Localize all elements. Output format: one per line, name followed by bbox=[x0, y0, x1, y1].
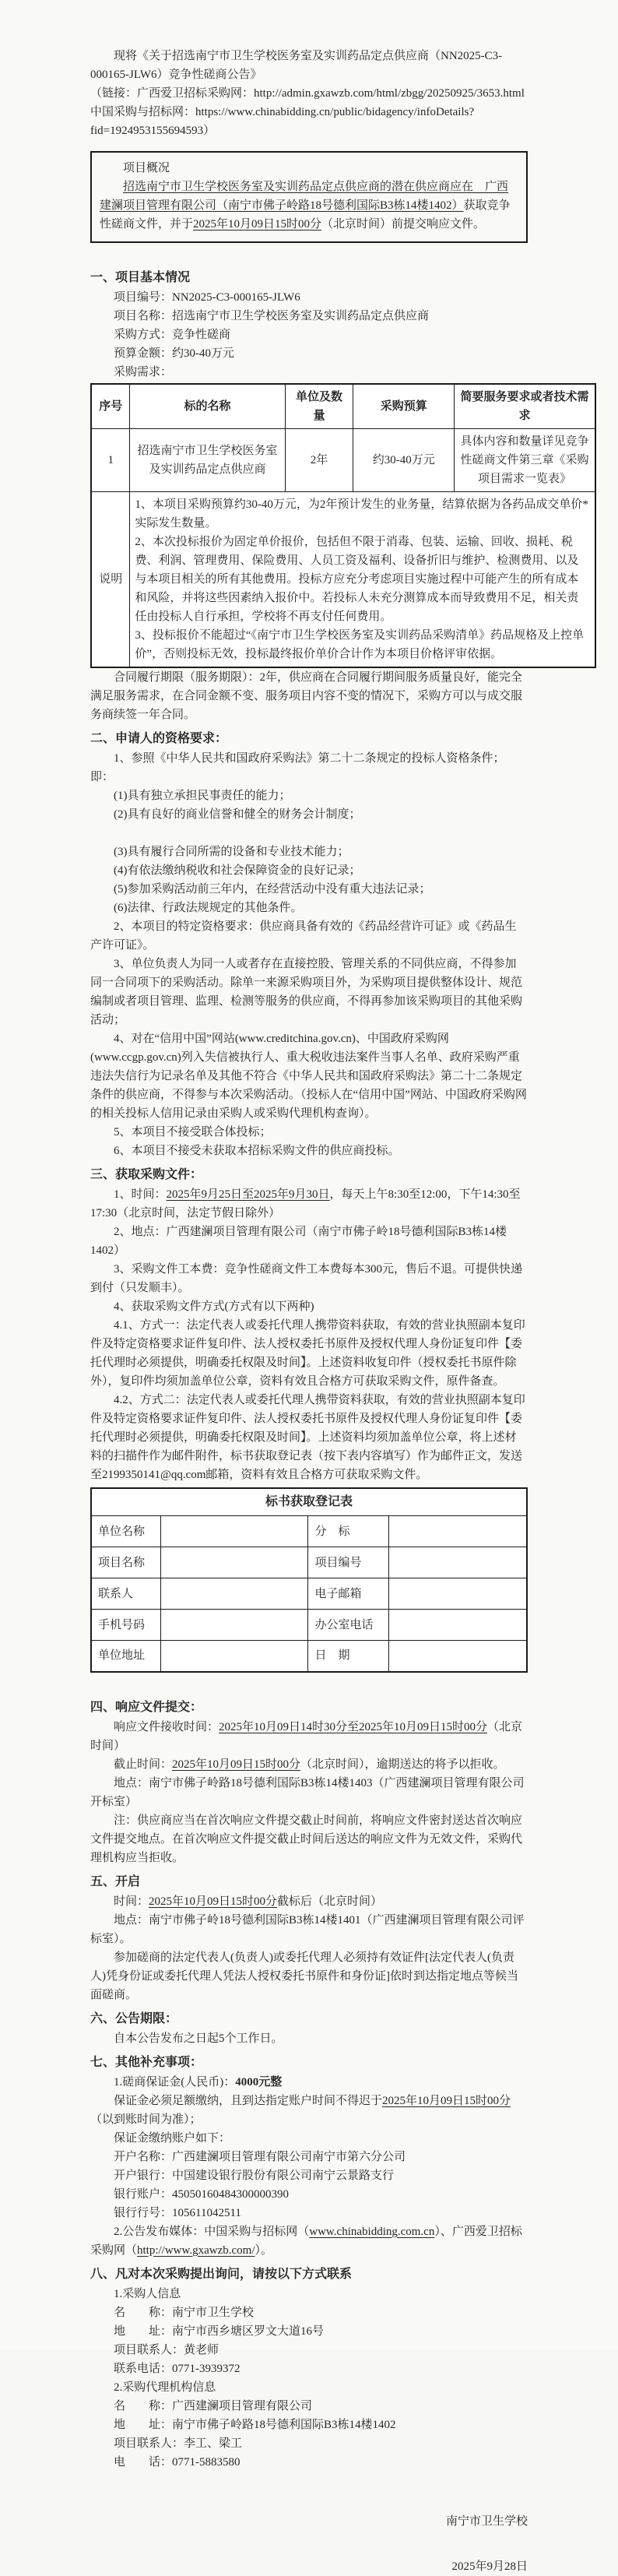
reg-value bbox=[389, 1641, 527, 1672]
deposit-account-intro: 保证金缴纳账户如下： bbox=[114, 2131, 231, 2145]
col-header-subject: 标的名称 bbox=[130, 384, 285, 429]
doc-obtain-time-detail: ，每天上午8:30至12:00，下午14:30至17:30（北京时间，法定节假日除外） bbox=[90, 1188, 521, 1219]
reg-value bbox=[161, 1547, 308, 1578]
procurement-demand-table bbox=[90, 383, 596, 668]
section-7-heading: 七、其他补充事项： bbox=[90, 2055, 203, 2069]
agency-name: 名 称：广西建澜项目管理有限公司 bbox=[114, 2399, 313, 2412]
signature-date: 2025年9月28日 bbox=[451, 2560, 528, 2573]
registration-row bbox=[91, 1578, 527, 1610]
section-5-heading: 五、开启 bbox=[90, 1874, 141, 1888]
deadline-datetime: 2025年10月09日15时00分 bbox=[172, 1758, 301, 1771]
cell-subject: 招选南宁市卫生学校医务室及实训药品定点供应商 bbox=[130, 429, 285, 492]
registration-table-title: 标书获取登记表 bbox=[91, 1488, 527, 1516]
reg-value bbox=[161, 1578, 308, 1610]
registration-row bbox=[91, 1641, 527, 1672]
blank-line bbox=[90, 824, 528, 843]
cell-seq: 1 bbox=[91, 429, 130, 492]
deposit-deadline-datetime: 2025年10月09日15时00分 bbox=[382, 2094, 511, 2107]
cell-unit-qty: 2年 bbox=[285, 429, 353, 492]
signature-org: 南宁市卫生学校 bbox=[445, 2514, 528, 2528]
qualification-item: (4)有依法缴纳税收和社会保障资金的良好记录； bbox=[114, 864, 361, 877]
cell-requirements: 具体内容和数量详见竞争性磋商文件第三章《采购项目需求一览表》 bbox=[455, 429, 595, 492]
purchaser-phone: 联系电话：0771-3939372 bbox=[114, 2362, 241, 2375]
deposit-amount bbox=[90, 2073, 528, 2092]
col-header-seq: 序号 bbox=[91, 384, 130, 429]
purchaser-contact: 项目联系人：黄老师 bbox=[114, 2343, 219, 2356]
table-header-row bbox=[91, 384, 595, 429]
note-item-1: 1、本项目采购预算约30-40万元，为2年预计发生的业务量，结算依据为各药品成交单价*实际发生数量。 bbox=[135, 498, 588, 530]
doc-obtain-place: 2、地点：广西建澜项目管理有限公司（南宁市佛子岭18号德利国际B3栋14楼1402） bbox=[90, 1226, 507, 1257]
intro-paragraph-link-1: （链接：广西爱卫招标采购网：http://admin.gxawzb.com/html/zbgg/20250925/3653.html bbox=[90, 87, 525, 100]
overview-deadline: 2025年10月09日15时00分 bbox=[193, 218, 322, 231]
table-note-row bbox=[91, 492, 595, 668]
deadline-label: 截止时间： bbox=[114, 1758, 173, 1771]
response-deadline bbox=[90, 1755, 528, 1774]
overview-text-1: 获取竞争性磋商文件，并于 bbox=[100, 199, 511, 231]
reg-value bbox=[389, 1610, 527, 1641]
procurement-method-line: 采购方式：竞争性磋商 bbox=[114, 329, 231, 341]
section-3-heading: 三、获取采购文件： bbox=[90, 1168, 203, 1181]
response-receive-tz: （北京时间） bbox=[90, 1720, 523, 1752]
reg-label: 分 标 bbox=[308, 1516, 389, 1547]
deadline-note: （北京时间），逾期送达的将予以拒收。 bbox=[300, 1758, 505, 1771]
announcement-media bbox=[90, 2222, 528, 2260]
response-receive-label: 响应文件接收时间： bbox=[114, 1720, 219, 1733]
bid-registration-table bbox=[90, 1487, 528, 1673]
section-6-heading: 六、公告期限： bbox=[90, 2011, 178, 2025]
qualification-item: 4、对在“信用中国”网站(www.creditchina.gov.cn)、中国政府采购网(www.ccgp.gov.cn)列入失信被执行人、重大税收违法案件当事人名单、政府采购严重违法失信行为记录名单及其他不符合《中华人民共和国政府采购法》第二十二条规定条件的供应商，不得参与本次采购活动。（投标人在“信用中国”网站、中国政府采购网的相关投标人信用记录由采购人或采购代理机构查询）。 bbox=[90, 1033, 527, 1120]
qualification-item: (1)具有独立承担民事责任的能力； bbox=[114, 790, 291, 802]
opening-attendance-note: 参加磋商的法定代表人(负责人)或委托代理人必须持有效证件[法定代表人(负责人)凭身份证或委托代理人凭法人授权委托书原件和身份证]依时到达指定地点等候当面磋商。 bbox=[90, 1951, 518, 2001]
section-4-heading: 四、响应文件提交： bbox=[90, 1700, 203, 1714]
deposit-value: 4000元整 bbox=[235, 2075, 283, 2089]
reg-value bbox=[389, 1547, 527, 1578]
cell-budget: 约30-40万元 bbox=[353, 429, 455, 492]
registration-row bbox=[91, 1516, 527, 1547]
account-number: 银行账户：45050160484300000390 bbox=[114, 2187, 290, 2201]
section-2-heading: 二、申请人的资格要求： bbox=[90, 732, 228, 745]
reg-label: 单位地址 bbox=[91, 1641, 161, 1672]
media-text-1: 2.公告发布媒体：中国采购与招标网（ bbox=[114, 2225, 310, 2238]
response-place: 地点：南宁市佛子岭路18号德利国际B3栋14楼1403（广西建澜项目管理有限公司开标室） bbox=[90, 1776, 525, 1808]
agency-info-title: 2.采购代理机构信息 bbox=[114, 2381, 216, 2394]
doc-obtain-method-2: 4.2、方式二：法定代表人或委托代理人携带资料获取，有效的营业执照副本复印件及特定资格要求证件复印件、法人授权委托书原件及授权代理人身份证复印件【委托代理时必须提供，明确委托权限及时间】。上述资料均须加盖单位公章，将上述材料的扫描件作为邮件附件，标书获取登记表（按下表内容填写）作为邮件正文，发送至2199350141@qq.com邮箱，资料有效且合格方可获取采购文件。 bbox=[90, 1394, 525, 1481]
response-receive-time bbox=[90, 1718, 528, 1755]
response-note: 注：供应商应当在首次响应文件提交截止时间前，将响应文件密封送达首次响应文件提交地点。在首次响应文件提交截止时间后送达的响应文件为无效文件，采购代理机构应当拒收。 bbox=[90, 1814, 523, 1864]
deposit-deadline-note: （以到账时间为准）； bbox=[90, 2113, 202, 2126]
reg-label: 联系人 bbox=[91, 1578, 161, 1610]
qualification-item: (2)具有良好的商业信誉和健全的财务会计制度； bbox=[114, 808, 361, 821]
reg-label: 电子邮箱 bbox=[308, 1578, 389, 1610]
qualification-item: 3、单位负责人为同一人或者存在直接控股、管理关系的不同供应商，不得参加同一合同项下的采购活动。除单一来源采购项目外，为采购项目提供整体设计、规范编制或者项目管理、监理、检测等服务的供应商，不得再参加该采购项目的其他采购活动； bbox=[90, 958, 523, 1026]
bank-code: 银行行号：105611042511 bbox=[114, 2206, 241, 2219]
deposit-deadline bbox=[90, 2092, 528, 2129]
agency-phone: 电 话：0771-5883580 bbox=[114, 2455, 241, 2469]
overview-text-2: （北京时间）前提交响应文件。 bbox=[321, 218, 486, 231]
opening-datetime: 2025年10月09日15时00分 bbox=[149, 1895, 278, 1908]
qualification-item: (3)具有履行合同所需的设备和专业技术能力； bbox=[114, 846, 349, 858]
account-bank: 开户银行：中国建设银行股份有限公司南宁云景路支行 bbox=[114, 2169, 395, 2182]
contract-term-paragraph: 合同履行期限（服务期限）：2年，供应商在合同履行期间服务质量良好，能完全满足服务需求，在合同金额不变、服务项目内容不变的情况下，采购方可以与成交服务商续签一年合同。 bbox=[90, 671, 523, 721]
qualification-item: 1、参照《中华人民共和国政府采购法》第二十二条规定的投标人资格条件；即： bbox=[90, 752, 505, 783]
project-overview-box bbox=[90, 151, 528, 243]
table-row bbox=[91, 429, 595, 492]
doc-obtain-time bbox=[90, 1185, 528, 1223]
overview-project-and-agency: 招选南宁市卫生学校医务室及实训药品定点供应商的潜在供应商应在 广西建澜项目管理有限公司（南宁市佛子岭路18号德利国际B3栋14楼1402） bbox=[100, 181, 509, 212]
overview-paragraph bbox=[100, 178, 518, 234]
reg-label: 日 期 bbox=[308, 1641, 389, 1672]
reg-value bbox=[161, 1516, 308, 1547]
col-header-requirements: 简要服务要求或者技术需求 bbox=[455, 384, 595, 429]
note-item-2: 2、本次投标报价为固定单价报价，包括但不限于消毒、包装、运输、回收、损耗、税费、利润、管理费用、保险费用、人员工资及福利、设备折旧与维护、检测费用、以及与本项目相关的所有其他费用。投标方应充分考虑项目实施过程中可能产生的所有成本和风险，并将这些因素纳入报价中。若投标人未充分测算成本而导致费用不足，相关责任由投标人自行承担，学校将不再支付任何费用。 bbox=[135, 536, 579, 623]
reg-value bbox=[161, 1610, 308, 1641]
purchaser-address: 地 址：南宁市西乡塘区罗文大道16号 bbox=[114, 2324, 325, 2338]
qualification-item: (5)参加采购活动前三年内，在经营活动中没有重大违法记录； bbox=[114, 883, 431, 896]
purchaser-name: 名 称：南宁市卫生学校 bbox=[114, 2306, 255, 2319]
registration-row bbox=[91, 1610, 527, 1641]
reg-label: 项目名称 bbox=[91, 1547, 161, 1578]
procurement-demand-line: 采购需求： bbox=[114, 366, 173, 378]
section-1-heading: 一、项目基本情况 bbox=[90, 271, 191, 284]
doc-obtain-method-1: 4.1、方式一：法定代表人或委托代理人携带资料获取，有效的营业执照副本复印件及特定资格要求证件复印件、法人授权委托书原件及授权代理人身份证复印件【委托代理时必须提供，明确委托权限及时间】。上述资料收复印件（授权委托书原件除外），复印件均须加盖单位公章，资料有效且合格方可获取采购文件，原件备查。 bbox=[90, 1319, 525, 1388]
opening-time-note: 截标后（北京时间） bbox=[277, 1895, 383, 1908]
response-receive-range: 2025年10月09日14时30分至2025年10月09日15时00分 bbox=[219, 1720, 488, 1733]
note-label-cell: 说明 bbox=[91, 492, 130, 668]
project-number-line: 项目编号：NN2025-C3-000165-JLW6 bbox=[114, 291, 300, 304]
registration-table-title-row bbox=[91, 1488, 527, 1516]
doc-obtain-time-label: 1、时间： bbox=[114, 1188, 167, 1201]
overview-title: 项目概况 bbox=[123, 162, 170, 174]
reg-value bbox=[389, 1578, 527, 1610]
section-8-heading: 八、凡对本次采购提出询问，请按以下方式联系 bbox=[90, 2267, 353, 2281]
agency-address: 地 址：南宁市佛子岭路18号德利国际B3栋14楼1402 bbox=[114, 2418, 396, 2431]
deposit-deadline-text: 保证金必须足额缴纳，且到达指定账户时间不得迟于 bbox=[114, 2094, 383, 2107]
gxawzb-url: http://www.gxawzb.com/ bbox=[137, 2243, 255, 2257]
announcement-period: 自本公告发布之日起5个工作日。 bbox=[114, 2032, 283, 2045]
reg-label: 项目编号 bbox=[308, 1547, 389, 1578]
reg-value bbox=[389, 1516, 527, 1547]
reg-label: 手机号码 bbox=[91, 1610, 161, 1641]
doc-fee: 3、采购文件工本费：竞争性磋商文件工本费每本300元，售后不退。可提供快递到付（只发顺丰）。 bbox=[90, 1263, 523, 1294]
purchaser-info-title: 1.采购人信息 bbox=[114, 2287, 181, 2300]
project-name-line: 项目名称：招选南宁市卫生学校医务室及实训药品定点供应商 bbox=[114, 310, 430, 322]
intro-paragraph-link-2: 中国采购与招标网：https://www.chinabidding.cn/public/bidagency/infoDetails?fid=1924953155694593） bbox=[90, 106, 475, 137]
opening-time bbox=[90, 1892, 528, 1911]
qualification-item: (6)法律、行政法规规定的其他条件。 bbox=[114, 902, 303, 914]
agency-contact: 项目联系人：李工、梁工 bbox=[114, 2437, 243, 2450]
opening-time-label: 时间： bbox=[114, 1895, 149, 1908]
media-text-3: ）。 bbox=[255, 2243, 273, 2257]
note-content-cell bbox=[130, 492, 595, 668]
doc-obtain-date-range: 2025年9月25日至2025年9月30日 bbox=[166, 1188, 330, 1201]
registration-row bbox=[91, 1547, 527, 1578]
deposit-label: 1.磋商保证金(人民币)： bbox=[114, 2075, 236, 2089]
reg-label: 办公室电话 bbox=[308, 1610, 389, 1641]
reg-value bbox=[161, 1641, 308, 1672]
qualification-item: 6、本项目不接受未获取本招标采购文件的供应商投标。 bbox=[114, 1145, 400, 1157]
col-header-unit-qty: 单位及数量 bbox=[285, 384, 353, 429]
qualification-item: 2、本项目的特定资格要求：供应商具备有效的《药品经营许可证》或《药品生产许可证》。 bbox=[90, 920, 517, 952]
note-item-3: 3、投标报价不能超过“《南宁市卫生学校医务室及实训药品采购清单》药品规格及上控单价”，否则投标无效，投标最终报价单价合计作为本项目价格评审依据。 bbox=[135, 629, 585, 660]
qualification-item: 5、本项目不接受联合体投标； bbox=[114, 1126, 272, 1138]
intro-paragraph-title: 现将《关于招选南宁市卫生学校医务室及实训药品定点供应商（NN2025-C3-000165-JLW6）竞争性磋商公告》 bbox=[90, 50, 503, 81]
doc-obtain-methods: 4、获取采购文件方式(方式有以下两种) bbox=[114, 1300, 314, 1313]
media-text-2: ）、广西爱卫招标采购网（ bbox=[90, 2225, 522, 2257]
account-name: 开户名称：广西建澜项目管理有限公司南宁市第六分公司 bbox=[114, 2150, 406, 2163]
chinabidding-url: www.chinabidding.com.cn bbox=[309, 2225, 435, 2238]
budget-line: 预算金额：约30-40万元 bbox=[114, 347, 234, 360]
reg-label: 单位名称 bbox=[91, 1516, 161, 1547]
col-header-budget: 采购预算 bbox=[353, 384, 455, 429]
opening-place: 地点：南宁市佛子岭18号德利国际B3栋14楼1401（广西建澜项目管理有限公司评标室）。 bbox=[90, 1913, 525, 1945]
